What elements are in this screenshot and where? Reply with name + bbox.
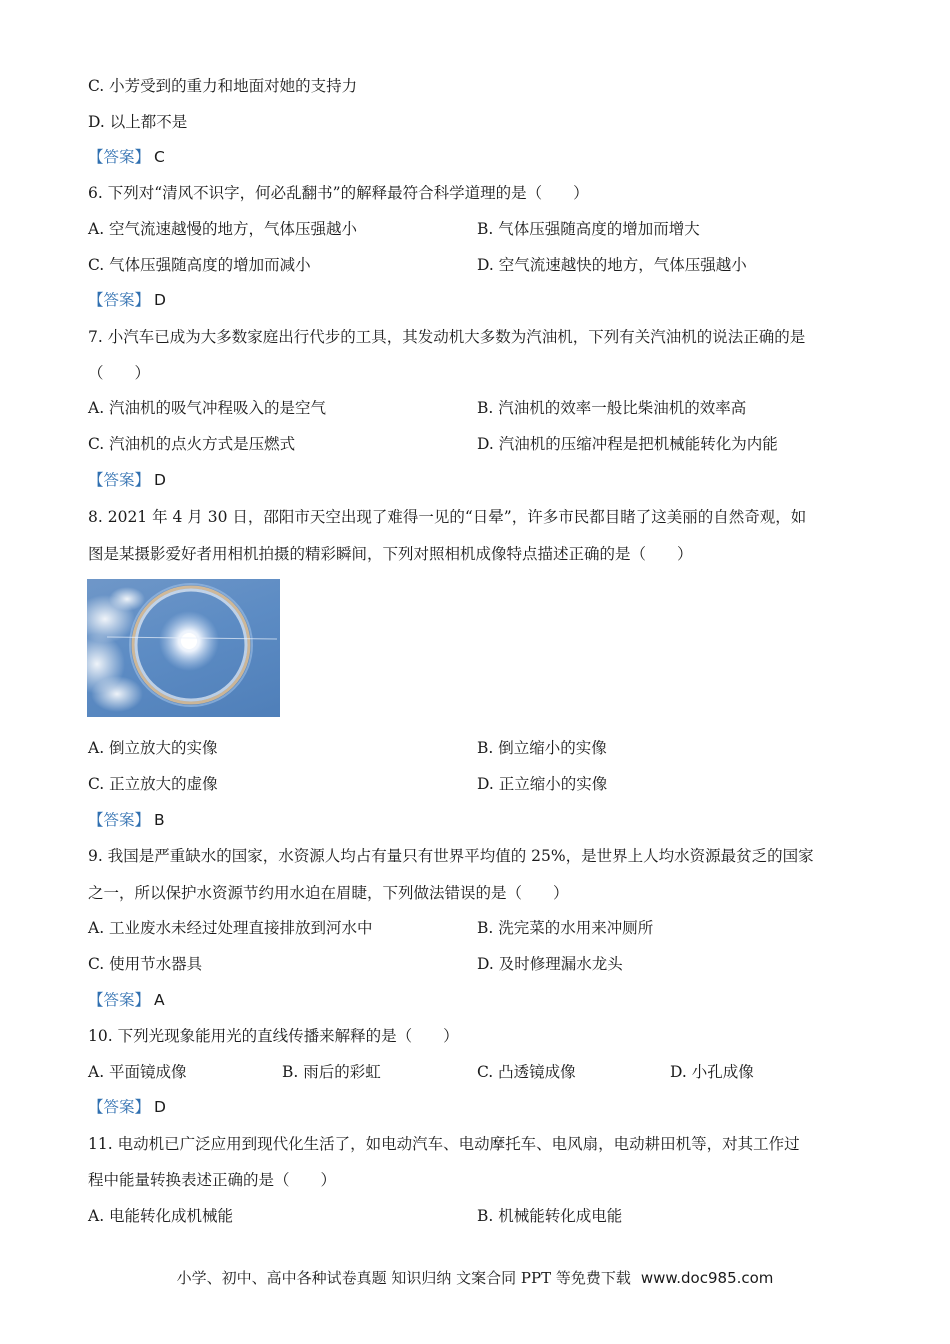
answer-label: 【答案】	[88, 291, 151, 309]
answer-value: A	[154, 991, 165, 1009]
answer-label: 【答案】	[88, 991, 151, 1009]
q10-option-b: B. 雨后的彩虹	[282, 1063, 381, 1081]
answer-q10	[88, 1097, 166, 1117]
q8-option-b: B. 倒立缩小的实像	[477, 739, 607, 757]
q11-option-a: A. 电能转化成机械能	[88, 1207, 234, 1225]
q9-option-d: D. 及时修理漏水龙头	[477, 955, 623, 973]
answer-value: D	[154, 471, 166, 489]
answer-label: 【答案】	[88, 811, 151, 829]
q6-option-a: A. 空气流速越慢的地方，气体压强越小	[88, 220, 358, 238]
answer-label: 【答案】	[88, 148, 151, 166]
question-6-stem: 6. 下列对“清风不识字，何必乱翻书”的解释最符合科学道理的是（ ）	[88, 184, 589, 202]
q6-option-d: D. 空气流速越快的地方，气体压强越小	[477, 256, 747, 274]
question-9-stem-line1: 9. 我国是严重缺水的国家，水资源人均占有量只有世界平均值的 25%，是世界上人均水资源最贫乏的国家	[88, 847, 814, 865]
q9-option-b: B. 洗完菜的水用来冲厕所	[477, 919, 654, 937]
page-footer	[0, 1268, 950, 1288]
answer-label: 【答案】	[88, 1098, 151, 1116]
option-c-q5: C. 小芳受到的重力和地面对她的支持力	[88, 77, 358, 95]
q11-option-b: B. 机械能转化成电能	[477, 1207, 623, 1225]
footer-text: 小学、初中、高中各种试卷真题 知识归纳 文案合同 PPT 等免费下载	[176, 1269, 631, 1287]
question-8-stem-line1: 8. 2021 年 4 月 30 日，邵阳市天空出现了难得一见的“日晕”，许多市民都目睹了这美丽的自然奇观，如	[88, 508, 807, 526]
answer-q6	[88, 290, 166, 310]
question-7-stem-line1: 7. 小汽车已成为大多数家庭出行代步的工具，其发动机大多数为汽油机，下列有关汽油机的说法正确的是	[88, 328, 806, 346]
answer-value: D	[154, 1098, 166, 1116]
q7-option-b: B. 汽油机的效率一般比柴油机的效率高	[477, 399, 747, 417]
question-10-stem: 10. 下列光现象能用光的直线传播来解释的是（ ）	[88, 1027, 459, 1045]
q7-option-d: D. 汽油机的压缩冲程是把机械能转化为内能	[477, 435, 778, 453]
question-11-stem-line2: 程中能量转换表述正确的是（ ）	[88, 1171, 337, 1189]
answer-q7	[88, 470, 166, 490]
answer-q8	[88, 810, 165, 830]
sun-halo-photo	[87, 579, 280, 717]
q8-option-c: C. 正立放大的虚像	[88, 775, 218, 793]
answer-value: B	[154, 811, 165, 829]
q8-option-a: A. 倒立放大的实像	[88, 739, 218, 757]
q8-option-d: D. 正立缩小的实像	[477, 775, 608, 793]
question-11-stem-line1: 11. 电动机已广泛应用到现代化生活了，如电动汽车、电动摩托车、电风扇，电动耕田机等，对其工作过	[88, 1135, 800, 1153]
q10-option-a: A. 平面镜成像	[88, 1063, 187, 1081]
question-8-stem-line2: 图是某摄影爱好者用相机拍摄的精彩瞬间，下列对照相机成像特点描述正确的是（ ）	[88, 545, 693, 563]
q7-option-a: A. 汽油机的吸气冲程吸入的是空气	[88, 399, 327, 417]
footer-url-link[interactable]: www.doc985.com	[640, 1269, 774, 1287]
answer-label: 【答案】	[88, 471, 151, 489]
sun-halo-image	[87, 579, 280, 717]
answer-value: D	[154, 291, 166, 309]
answer-q5	[88, 147, 165, 167]
question-9-stem-line2: 之一，所以保护水资源节约用水迫在眉睫，下列做法错误的是（ ）	[88, 884, 569, 902]
q9-option-a: A. 工业废水未经过处理直接排放到河水中	[88, 919, 373, 937]
q6-option-c: C. 气体压强随高度的增加而减小	[88, 256, 311, 274]
option-d-q5: D. 以上都不是	[88, 113, 188, 131]
q10-option-d: D. 小孔成像	[670, 1063, 754, 1081]
answer-q9	[88, 990, 165, 1010]
answer-value: C	[154, 148, 165, 166]
q7-option-c: C. 汽油机的点火方式是压燃式	[88, 435, 296, 453]
q9-option-c: C. 使用节水器具	[88, 955, 203, 973]
question-7-stem-line2: （ ）	[88, 364, 151, 382]
q6-option-b: B. 气体压强随高度的增加而增大	[477, 220, 700, 238]
q10-option-c: C. 凸透镜成像	[477, 1063, 576, 1081]
